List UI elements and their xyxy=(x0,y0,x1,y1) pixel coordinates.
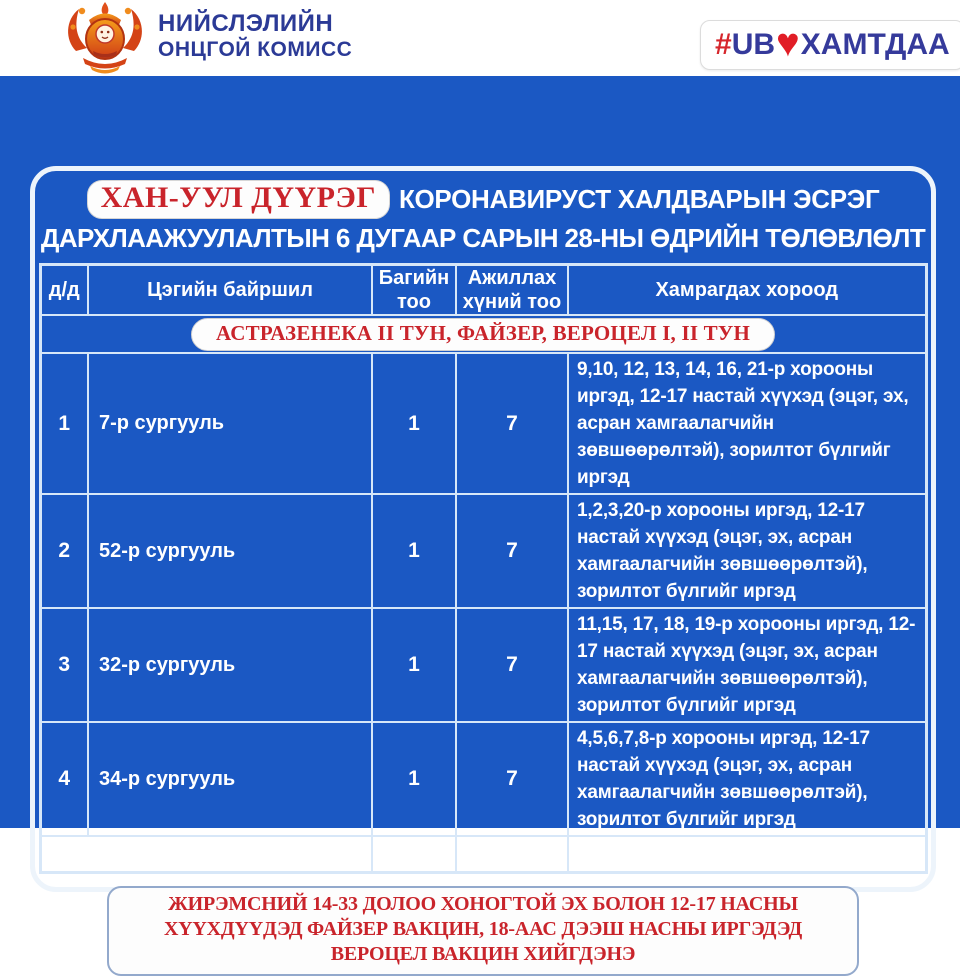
row-workers: 7 xyxy=(456,353,568,494)
hashtag-badge xyxy=(700,20,960,70)
row-workers: 7 xyxy=(456,494,568,608)
total-workers: 28 xyxy=(456,836,568,872)
row-location: 32-р сургууль xyxy=(88,608,372,722)
col-header-workers: Ажиллах хүний тоо xyxy=(456,265,568,316)
title-line1-text: КОРОНАВИРУСТ ХАЛДВАРЫН ЭСРЭГ xyxy=(398,184,880,214)
row-workers: 7 xyxy=(456,608,568,722)
table-row xyxy=(40,494,926,608)
row-index: 1 xyxy=(40,353,88,494)
table-header-row xyxy=(40,265,926,316)
org-name-line2: ОНЦГОЙ КОМИСС xyxy=(158,37,353,61)
vaccine-band-cell xyxy=(40,315,926,353)
col-header-location: Цэгийн байршил xyxy=(88,265,372,316)
col-header-teams: Багийн тоо xyxy=(372,265,456,316)
row-location: 34-р сургууль xyxy=(88,722,372,836)
total-empty-cell xyxy=(568,836,926,872)
row-teams: 1 xyxy=(372,722,456,836)
row-khoroos: 9,10, 12, 13, 14, 16, 21-р хорооны иргэд, 12-17 настай хүүхэд (эцэг, эх, асран хамгаалагчийн зөвшөөрөлтэй), зорилтот бүлгийг иргэд xyxy=(568,353,926,494)
row-khoroos: 11,15, 17, 18, 19-р хорооны иргэд, 12-17 настай хүүхэд (эцэг, эх, асран хамгаалагчийн зөвшөөрөлтэй), зорилтот бүлгийг иргэд xyxy=(568,608,926,722)
total-label: Нийт xyxy=(40,836,372,872)
row-index: 3 xyxy=(40,608,88,722)
poster-background xyxy=(0,76,960,965)
col-header-index: д/д xyxy=(40,265,88,316)
col-header-khoroos: Хамрагдах хороод xyxy=(568,265,926,316)
org-name xyxy=(158,11,352,61)
title-line2: ДАРХЛААЖУУЛАЛТЫН 6 ДУГААР САРЫН 28-НЫ ӨДРИЙН ТӨЛӨВЛӨЛТ xyxy=(40,223,926,253)
heart-icon: ♥ xyxy=(776,21,800,65)
row-khoroos: 1,2,3,20-р хорооны иргэд, 12-17 настай хүүхэд (эцэг, эх, асран хамгаалагчийн зөвшөөрөлтэй), зорилтот бүлгийг иргэд xyxy=(568,494,926,608)
top-band xyxy=(0,0,960,76)
row-khoroos: 4,5,6,7,8-р хорооны иргэд, 12-17 настай хүүхэд (эцэг, эх, асран хамгаалагчийн зөвшөөрөлтэй), зорилтот бүлгийг иргэд xyxy=(568,722,926,836)
hashtag-rest: ХАМТДАА xyxy=(800,28,950,61)
vaccine-band-label: АСТРАЗЕНЕКА II ТУН, ФАЙЗЕР, ВЕРОЦЕЛ I, II ТУН xyxy=(191,318,775,351)
row-location: 52-р сургууль xyxy=(88,494,372,608)
row-teams: 1 xyxy=(372,608,456,722)
title-line1 xyxy=(35,180,931,219)
vaccine-band-row xyxy=(40,315,926,353)
row-index: 2 xyxy=(40,494,88,608)
hashtag-ub: UB xyxy=(731,28,776,61)
district-badge: ХАН-УУЛ ДҮҮРЭГ xyxy=(87,180,390,219)
vaccination-schedule-table xyxy=(39,263,928,874)
footer-note: ЖИРЭМСНИЙ 14-33 ДОЛОО ХОНОГТОЙ ЭХ БОЛОН 12-17 НАСНЫ ХҮҮХДҮҮДЭД ФАЙЗЕР ВАКЦИН, 18-ААС ДЭЭШ НАСНЫ ИРГЭДЭД ВЕРОЦЕЛ ВАКЦИН ХИЙГДЭНЭ xyxy=(107,886,859,976)
row-workers: 7 xyxy=(456,722,568,836)
ulaanbaatar-emblem-logo xyxy=(60,1,150,74)
poster-frame xyxy=(30,166,936,965)
row-teams: 1 xyxy=(372,353,456,494)
poster-title xyxy=(35,180,931,254)
row-teams: 1 xyxy=(372,494,456,608)
total-teams: 4 xyxy=(372,836,456,872)
table-row xyxy=(40,353,926,494)
row-location: 7-р сургууль xyxy=(88,353,372,494)
hashtag-hash: # xyxy=(715,28,732,61)
total-row xyxy=(40,836,926,872)
row-index: 4 xyxy=(40,722,88,836)
table-row xyxy=(40,722,926,836)
emblem-icon xyxy=(60,1,150,74)
org-name-line1: НИЙСЛЭЛИЙН xyxy=(158,10,334,37)
table-row xyxy=(40,608,926,722)
